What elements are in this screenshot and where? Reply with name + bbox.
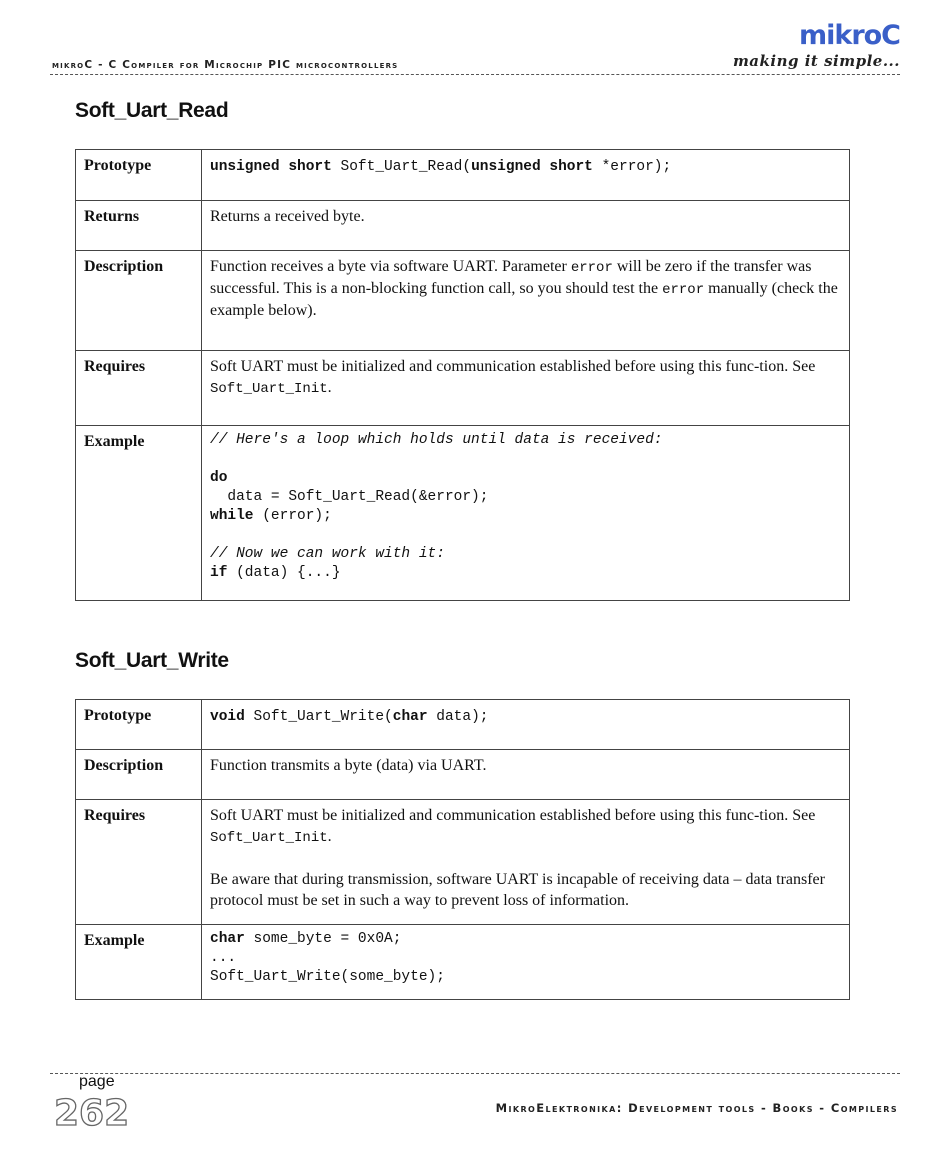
code-text: (error); [262,508,332,524]
row-label: Requires [76,800,202,925]
header-divider [50,74,900,75]
table-row [76,351,850,426]
code-text: Soft_Uart_Write( [253,709,393,725]
row-label: Prototype [76,700,202,750]
code-text: some_byte = 0x0A; [253,931,402,947]
header-title: mikroC - C Compiler for Microchip PIC microcontrollers [52,59,399,71]
prototype-cell [202,150,850,201]
returns-cell: Returns a received byte. [202,201,850,251]
row-label: Description [76,251,202,351]
inline-code: error [662,282,705,298]
mikroc-logo: mikroC [798,20,900,51]
table-row [76,925,850,1000]
description-cell: Function transmits a byte (data) via UART. [202,750,850,800]
page-number: 262 [54,1093,130,1134]
inline-code: Soft_Uart_Init [210,381,328,397]
description-cell: Function receives a byte via software UART. Parameter error will be zero if the transfer was successful. This is a non-blocking function call, so you should test the error manually (check the example below). [202,251,850,351]
table-row [76,700,850,750]
code-keyword: char [210,931,245,947]
code-keyword: while [210,508,254,524]
row-label: Returns [76,201,202,251]
inline-code: Soft_Uart_Init [210,830,328,846]
footer-divider [50,1073,900,1074]
footer-publisher: MikroElektronika: Development tools - Books - Compilers [495,1101,898,1115]
row-label: Example [76,925,202,1000]
section-title-soft-uart-write: Soft_Uart_Write [75,649,229,672]
code-comment: // Here's a loop which holds until data is received: [210,432,663,448]
row-label: Prototype [76,150,202,201]
requires-note: Be aware that during transmission, software UART is incapable of receiving data – data transfer protocol must be set in such a way to prevent loss of information. [210,871,825,909]
code-text: *error); [601,159,672,175]
requires-cell: Soft UART must be initialized and communication established before using this func-tion. See Soft_Uart_Init. [202,351,850,426]
code-text: Soft_Uart_Read( [340,159,472,175]
table-row [76,426,850,601]
code-keyword: unsigned short [210,159,332,175]
row-label: Requires [76,351,202,426]
inline-code: error [570,260,613,276]
soft-uart-read-table [75,149,850,601]
code-text: data = Soft_Uart_Read(&error); [227,489,489,505]
requires-cell: Soft UART must be initialized and communication established before using this func-tion. See Soft_Uart_Init. Be aware that during transmission, software UART is incapable of receiving data – data transfer protocol must be set in such a way to prevent loss of information. [202,800,850,925]
table-row [76,150,850,201]
row-label: Example [76,426,202,601]
code-keyword: do [210,470,228,486]
code-text: Soft_Uart_Write(some_byte); [210,969,445,985]
section-title-soft-uart-read: Soft_Uart_Read [75,99,229,122]
tagline: making it simple... [732,52,900,70]
row-label: Description [76,750,202,800]
code-comment: // Now we can work with it: [210,546,445,562]
code-text: (data) {...} [236,565,341,581]
table-row [76,750,850,800]
example-cell [202,925,850,1000]
page-label: page [79,1073,115,1090]
code-keyword: char [392,709,428,725]
prototype-cell [202,700,850,750]
code-keyword: void [210,709,245,725]
table-row [76,201,850,251]
table-row [76,251,850,351]
code-keyword: if [210,565,228,581]
soft-uart-write-table [75,699,850,1000]
example-cell [202,426,850,601]
table-row [76,800,850,925]
code-text: ... [210,950,237,966]
code-text: data); [436,709,489,725]
code-keyword: unsigned short [471,159,593,175]
